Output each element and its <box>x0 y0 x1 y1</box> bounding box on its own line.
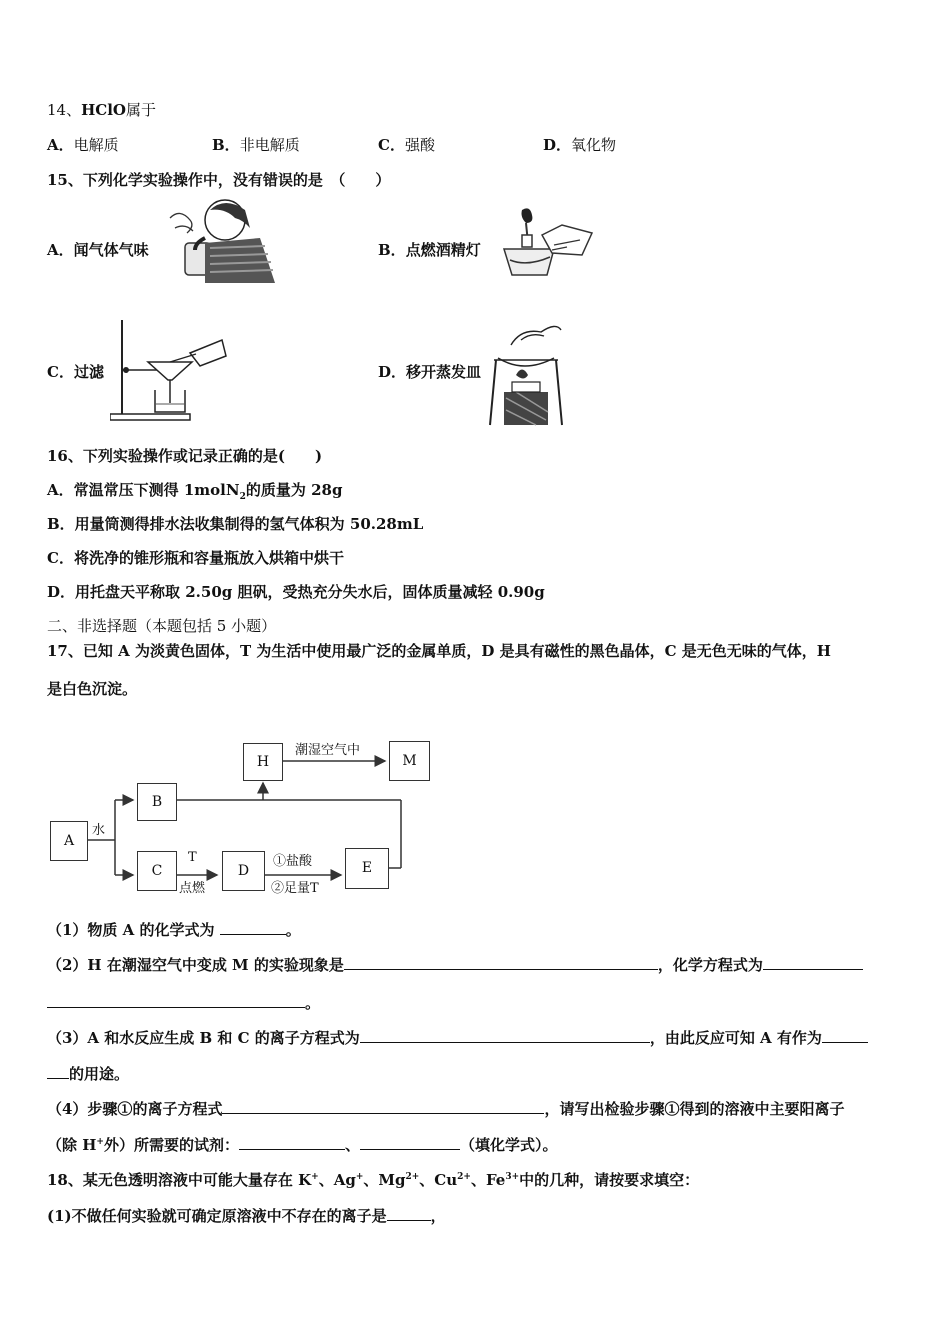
label-step1: ①盐酸 <box>273 854 313 869</box>
q17-part2-cont: 。 <box>47 993 320 1013</box>
q15-option-c: C．过滤 <box>47 363 104 381</box>
q17-part3: （3）A 和水反应生成 B 和 C 的离子方程式为 ，由此反应可知 A 有作为 <box>47 1028 868 1048</box>
q16-option-c: C．将洗净的锥形瓶和容量瓶放入烘箱中烘干 <box>47 549 344 567</box>
q16-option-b: B．用量筒测得排水法收集制得的氢气体积为 50.28mL <box>47 515 424 533</box>
q18-stem: 18、某无色透明溶液中可能大量存在 K+、Ag+、$Mg^{2+}$、$Cu^{2+}$、$Fe^{3+}$中的几种，请按要求填空： <box>47 1171 700 1189</box>
q17-part2: （2）H 在潮湿空气中变成 M 的实验现象是 ，化学方程式为 <box>47 955 863 975</box>
alcohol-lamp-illustration <box>492 205 597 280</box>
q17-part1: （1）物质 A 的化学式为 。 <box>47 921 301 939</box>
label-t: T <box>188 850 197 865</box>
q17-part3-cont: 的用途。 <box>47 1064 129 1084</box>
q14-option-b: B．非电解质 <box>212 136 300 154</box>
answer-blank[interactable] <box>222 1099 544 1114</box>
q17-stem-line2: 是白色沉淀。 <box>47 680 138 698</box>
answer-blank[interactable] <box>239 1135 345 1150</box>
q18-part1: (1)不做任何实验就可确定原溶液中不存在的离子是 ， <box>47 1207 446 1225</box>
section-heading: 二、非选择题（本题包括 5 小题） <box>47 617 277 635</box>
q14-option-a: A．电解质 <box>47 136 119 154</box>
filtration-illustration <box>110 318 230 423</box>
label-water: 水 <box>92 823 106 838</box>
q14-option-c: C．强酸 <box>378 136 435 154</box>
answer-blank[interactable] <box>360 1135 460 1150</box>
q16-stem: 16、下列实验操作或记录正确的是( ) <box>47 447 323 465</box>
answer-blank[interactable] <box>47 1064 69 1079</box>
answer-blank[interactable] <box>360 1028 650 1043</box>
label-humid-air: 潮湿空气中 <box>295 743 361 758</box>
q15-option-a: A．闻气体气味 <box>47 241 149 259</box>
q14-stem: 14、HClO属于 <box>47 101 156 119</box>
q17-stem-line1: 17、已知 A 为淡黄色固体，T 为生活中使用最广泛的金属单质，D 是具有磁性的黑色晶体，C 是无色无味的气体，H <box>47 642 831 660</box>
smell-gas-illustration <box>165 198 280 283</box>
label-ignite: 点燃 <box>179 881 206 896</box>
evaporating-dish-illustration <box>486 320 566 430</box>
label-step2: ②足量T <box>271 881 319 896</box>
node-b: B <box>137 783 177 821</box>
q17-part4-cont: （除 H+外）所需要的试剂： 、 （填化学式）。 <box>47 1136 558 1154</box>
q17-flow-diagram <box>45 735 445 895</box>
node-e: E <box>345 848 389 889</box>
node-m: M <box>389 741 430 781</box>
q14-option-d: D．氧化物 <box>543 136 617 154</box>
answer-blank[interactable] <box>822 1028 868 1043</box>
q17-part4: （4）步骤①的离子方程式 ，请写出检验步骤①得到的溶液中主要阳离子 <box>47 1100 845 1118</box>
q15-option-d: D．移开蒸发皿 <box>378 363 482 381</box>
node-a: A <box>50 821 88 861</box>
q15-option-b: B．点燃酒精灯 <box>378 241 481 259</box>
answer-blank[interactable] <box>344 955 658 970</box>
q16-option-a: A．常温常压下测得 1molN$_2$的质量为 28g <box>47 481 343 502</box>
q15-stem: 15、下列化学实验操作中，没有错误的是 （ ） <box>47 171 391 189</box>
answer-blank[interactable] <box>47 993 305 1008</box>
q16-option-d: D．用托盘天平称取 2.50g 胆矾，受热充分失水后，固体质量减轻 0.90g <box>47 583 545 601</box>
node-c: C <box>137 851 177 891</box>
answer-blank[interactable] <box>763 955 863 970</box>
answer-blank[interactable] <box>387 1206 431 1221</box>
node-d: D <box>222 851 265 891</box>
node-h: H <box>243 743 283 781</box>
answer-blank[interactable] <box>220 920 286 935</box>
